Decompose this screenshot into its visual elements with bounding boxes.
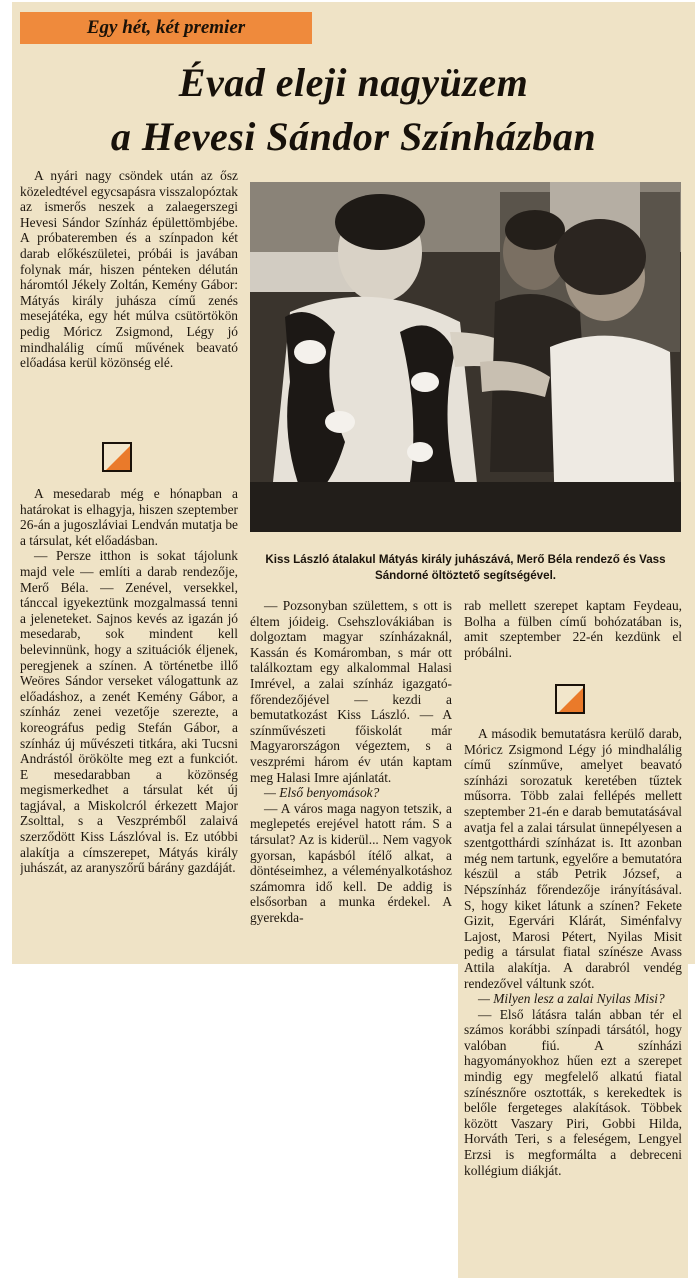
column-3: [464, 598, 682, 678]
photo-illustration: [250, 182, 681, 532]
paragraph: A nyári nagy csöndek után az ősz közeledtével egycsapásra visszalopóztak az ismerős neszek a zalaegerszegi Hevesi Sándor Színház épülettömbjébe. A próbateremben és a színpadon két darab előkészületei, próbái is javában folynak már, hiszen pénteken délután háromtól Jékely Zoltán, Kemény Gábor: Mátyás király juhásza című zenés mesejátéka, egy hét múlva csütörtökön pedig Móricz Zsigmond, Légy jó mindhalálig című művének beavató előadása kerül közönség elé.: [20, 168, 238, 371]
kicker-banner: Egy hét, két premier: [20, 12, 312, 44]
interview-question: — Első benyomások?: [264, 785, 380, 801]
column-2: [250, 598, 452, 962]
column-1-intro: [20, 168, 238, 450]
paragraph: A második bemutatásra kerülő darab, Móricz Zsigmond Légy jó mindhalálig című színműve, amelyet beavató színházi sorozatuk keretében tűztek műsorra. Több zalai fellépés mellett szeptember 21-én e darab bemutatásával avatja fel a zalai társulat ünnepélyesen a szentgotthárdi színházat is. Itt azonban még nem tartunk, egyelőre a bemutatóra készül a stáb Petrik József, a Népszínház főrendezője irányításával. S, hogy kiket látunk a színen? Fekete Gizit, Egervári Klárát, Siménfalvy Lajost, Marosi Pétert, Nyilas Misit pedig a társulat fiatal színésze Avass Attila alakítja. A darabról vendég rendezővel váltunk szót.: [464, 726, 682, 991]
paragraph: A mesedarab még e hónapban a határokat is elhagyja, hiszen szeptember 26-án a jugoszláviai Lendván mutatja be a társulat, két előadásban.: [20, 486, 238, 548]
headline-line-2: a Hevesi Sándor Színházban: [110, 114, 597, 159]
paragraph: — A város maga nagyon tetszik, a meglepetés erejével hatott rám. S a társulat? Az is kiderül... Nem vagyok gyorsan, kapásból ítélő alkat, a döntéseimhez, a véleményalkotáshoz számomra idő kell. De addig is elsősorban a munka érdekel. A gyerekda-: [250, 800, 452, 925]
headline: [12, 56, 695, 164]
paragraph: — Pozsonyban születtem, s ott is éltem jóideig. Csehszlovákiában is dolgoztam magyar színházaknál, Kassán és Komáromban, s már ott találkoztam egy alkalommal Halasi Imrével, a zalai színház igazgató-főrendezőjével — kezdi a bemutatkozást Kiss László. — A színművészeti főiskolát már Magyarországon végeztem, s a veszprémi három év után kaptam meg Halasi Imre ajánlatát.: [250, 598, 452, 785]
paragraph: — Első látásra talán abban tér el számos korábbi színpadi társától, hogy valóban fiú. A színházi hagyományokhoz hűen ezt a szerepet mindig egy megfelelő alkatú fiatal színésznőre osztották, s kerekedtek is belőle fergeteges alakítások. Többek között Vaszary Piri, Gobbi Hilda, Horváth Teri, s a feleségem, Lengyel Erzsi is megformálta a debreceni kollégium diákját.: [464, 1006, 682, 1178]
headline-line-1: Évad eleji nagyüzem: [178, 60, 529, 105]
photo-caption: Kiss László átalakul Mátyás király juhászává, Merő Béla rendező és Vass Sándorné öltöztető segítségével.: [265, 553, 666, 582]
paragraph: — Persze itthon is sokat tájolunk majd vele — említi a darab rendezője, Merő Béla. — Zenével, versekkel, tánccal igyekeztünk mozgalmassá tenni a jeleneteket. Sajnos kevés az igazán jó mesedarab, sok mindent kell belevinnünk, hogy a szituációk éljenek, peregjenek a színen. A történetbe illő Weöres Sándor verseket válogattunk az előadáshoz, a zenét Kemény Gábor, a színház zenei vezetője szerezte, a koreográfus pedig Stefán Gábor, a színház új művészeti titkára, aki Tucsni Andrástól örökölte meg ezt a funkciót. E mesedarabban a közönség megismerkedhet a társulat két új tagjával, a Miskolcról érkezett Major Zsolttal, s a Veszprémből zalaivá szerződött Kiss Lászlóval is. Ez utóbbi alakítja a címszerepet, Mátyás király juhászát, az aranyszőrű bárány gazdáját.: [20, 548, 238, 876]
interview-question: — Milyen lesz a zalai Nyilas Misi?: [478, 991, 665, 1007]
column-1-continued: [20, 486, 238, 960]
paragraph: rab mellett szerepet kaptam Feydeau, Bolha a fülben című bohózatában is, amit szeptember 22-én kezdünk el próbálni.: [464, 598, 682, 660]
section-marker-icon: [102, 442, 132, 472]
section-marker-icon: [555, 684, 585, 714]
column-3-continued: [464, 726, 682, 1274]
rehearsal-photo: [250, 182, 681, 532]
